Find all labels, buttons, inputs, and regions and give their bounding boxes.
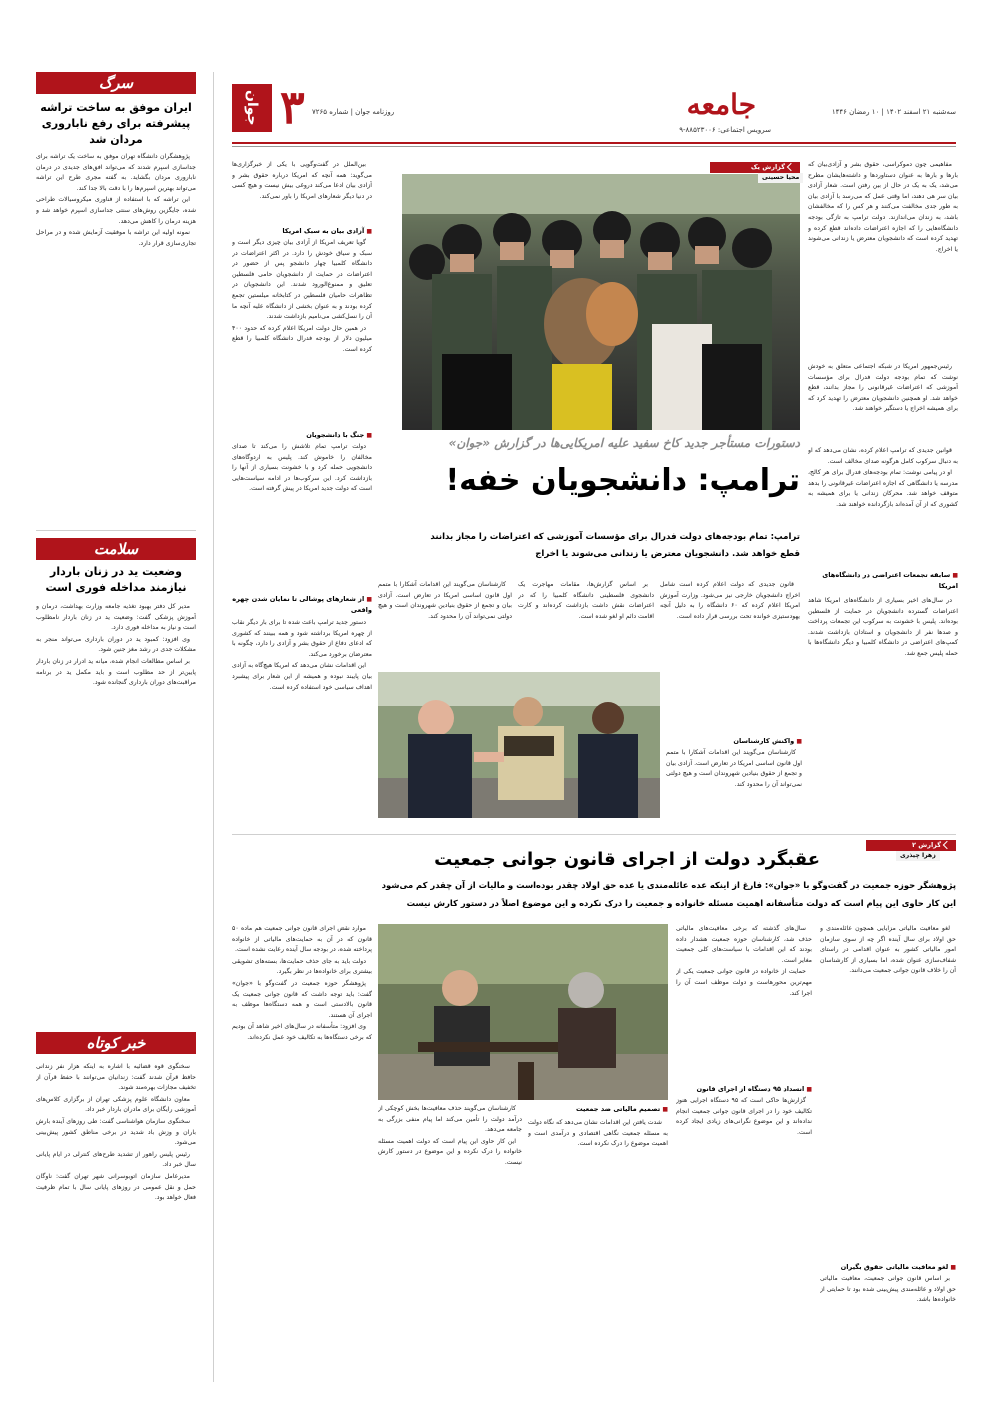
- masthead-rule: [232, 146, 956, 147]
- article-column: کارشناسان می‌گویند این اقدامات آشکارا با متمم اول قانون اساسی امریکا در تعارض است. آزادی بیان و تجمع از حقوق بنیادین شهروندان است و هیچ دولتی نمی‌تواند آن را محدود کند.: [666, 749, 802, 788]
- article-column: گویا تعریف امریکا از آزادی بیان چیزی دیگر است و سبک و سیاق خودش را دارد. در اکثر اعتراضات در دانشگاه کلمبیا چهار دانشجو پس از حضور در اعتراضات در حمایت از دانشجویان حامی فلسطین تعلیق و ممنوع‌الورود شدند. این دانشجویان در تظاهرات حامیان فلسطین در کتابخانه میلستین تجمع کرده بودند و به عنوان بخشی از دانشگاه علیه آنچه ما آن را نسل‌کشی می‌نامیم بازداشت شدند. در همین حال دولت امریکا اعلام کرده که حدود ۴۰۰ میلیون دلار از بودجه فدرال دانشگاه کلمبیا را قطع کرده است.: [232, 239, 372, 353]
- headline: عقبگرد دولت از اجرای قانون جوانی جمعیت: [434, 849, 820, 870]
- article-column: [666, 600, 802, 680]
- subheading: ■ آزادی بیان به سبک امریکا: [232, 226, 372, 237]
- divider: [232, 834, 956, 835]
- article-column: مفاهیمی چون دموکراسی، حقوق بشر و آزادی‌بیان که بارها و بارها به عنوان دستاوردها و داشته‌هایشان مطرح می‌شد، یک به یک در حال از بین رفتن است. شعار آزادی بیان سر هی دهند، اما وقتی عمل که می‌رسد با آزادی بیان به طور جدی مخالفت می‌کنند و هر کس را که مخالفشان باشد، به زندان می‌اندازند. دولت ترامپ به تازگی بودجه دانشگاه‌هایی را که اجازه اعتراضات داده‌اند قطع کرده و تهدید کرده است که دانشجویان معترض یا زندانی می‌شوند یا اخراج.: [808, 161, 958, 253]
- byline: محیا حسینی: [758, 173, 803, 183]
- sidebar-story-body: پژوهشگران دانشگاه تهران موفق به ساخت یک تراشه برای جداسازی اسپرم شدند که می‌تواند افق‌های جدیدی در درمان ناباروری مردان بگشاید. به گفته مجری طرح این تراشه می‌تواند بهترین اسپرم‌ها را با دقت بالا جدا کند. این تراشه که با استفاده از فناوری میکروسیالات طراحی شده، جایگزین روش‌های سنتی جداسازی اسپرم خواهد شد و هزینه درمان را کاهش می‌دهد. نمونه اولیه این تراشه با موفقیت آزمایش شده و در مراحل تجاری‌سازی قرار دارد.: [36, 153, 196, 247]
- article-column: موارد نقض اجرای قانون جوانی جمعیت هم ماده ۵۰ قانون که در آن به حمایت‌های مالیاتی از خانواده پرداخته شده، در بودجه سال آینده رعایت نشده است. دولت باید به جای حذف حمایت‌ها، بسته‌های تشویقی بیشتری برای خانواده‌ها در نظر بگیرد. پژوهشگر حوزه جمعیت در گفت‌وگو با «جوان» گفت: باید توجه داشت که قانون جوانی جمعیت یک قانون بالادستی است و همه دستگاه‌ها موظف به اجرای آن هستند. وی افزود: متأسفانه در سال‌های اخیر شاهد آن بودیم که برخی دستگاه‌ها به تکالیف خود عمل نکرده‌اند.: [232, 925, 372, 1041]
- article-column: رئیس‌جمهور امریکا در شبکه اجتماعی متعلق به خودش نوشت که تمام بودجه دولت فدرال برای مؤسسات آموزشی که اعتراضات غیرقانونی را مجاز بدانند، قطع خواهد شد. او همچنین دانشجویان معترض را تهدید کرد که برای همیشه اخراج یا دستگیر خواهند شد.: [808, 363, 958, 413]
- sidebar-section-title: سلامت: [36, 538, 196, 560]
- sidebar: [36, 72, 196, 1372]
- page-number: ۳: [280, 80, 305, 134]
- article-column: قوانین جدیدی که ترامپ اعلام کرده، نشان می‌دهد که او به دنبال سرکوب کامل هرگونه صدای مخالف است. او در پیامی نوشت: تمام بودجه‌های فدرال برای هر کالج، مدرسه یا دانشگاهی که اجازه اعتراضات غیرقانونی را بدهد متوقف خواهد شد. محرکان زندانی یا برای همیشه به کشوری که از آن آمده‌اند بازگردانده خواهند شد.: [808, 447, 958, 508]
- headline: ترامپ: دانشجویان خفه!: [445, 463, 800, 498]
- sidebar-section-title: خبر کوتاه: [36, 1032, 196, 1054]
- subheading: ■ از شعارهای پوشالی تا نمایان شدن چهره واقعی: [232, 594, 372, 615]
- masthead-rule: [232, 142, 956, 144]
- sidebar-section-title: سرگ: [36, 72, 196, 94]
- newspaper-logo: جوان: [232, 84, 272, 132]
- article-column: لغو معافیت مالیاتی مزایایی همچون عائله‌مندی و حق اولاد برای سال آینده اگر چه از سوی سازمان امور مالیاتی کشور به عنوان اقدامی در راستای شفاف‌سازی عنوان شده، اما بسیاری از کارشناسان آن را خلاف قانون جوانی جمعیت می‌دانند.: [820, 925, 956, 975]
- list-item: رئیس پلیس راهور از تشدید طرح‌های کنترلی در ایام پایانی سال خبر داد.: [36, 1150, 196, 1169]
- article-column: شدت یافتن این اقدامات نشان می‌دهد که نگاه دولت به مسئله جمعیت نگاهی اقتصادی و درآمدی است و اهمیت موضوع را درک نکرده است.: [528, 1119, 668, 1148]
- divider: [213, 72, 214, 1382]
- arrest-scene-photo: [378, 672, 660, 818]
- lead-line: این کار حاوی این پیام است که دولت متأسفانه اهمیت مسئله خانواده و جمعیت را درک نکرده و این موضوع اصلاً در دستور کارش نیست: [406, 898, 956, 908]
- subheading: ■ انسداد ۹۵ دستگاه از اجرای قانون: [676, 1084, 812, 1095]
- section-title: جامعه: [686, 88, 756, 121]
- byline: زهرا چیذری: [896, 851, 940, 861]
- list-item: سخنگوی سازمان هواشناسی گفت: طی روزهای آینده بارش باران و وزش باد شدید در برخی مناطق کشور پیش‌بینی می‌شود.: [36, 1117, 196, 1147]
- sidebar-story-body: مدیر کل دفتر بهبود تغذیه جامعه وزارت بهداشت، درمان و آموزش پزشکی گفت: وضعیت ید در زنان باردار نامطلوب است و نیاز به مداخله فوری دارد. وی افزود: کمبود ید در دوران بارداری می‌تواند منجر به مشکلات جدی در رشد مغز جنین شود. بر اساس مطالعات انجام شده، میانه ید ادرار در زنان باردار پایین‌تر از حد مطلوب است و باید مکمل ید در برنامه مراقبت‌های دوران بارداری گنجانده شود.: [36, 603, 196, 687]
- lead-line: ترامپ: تمام بودجه‌های دولت فدرال برای مؤسسات آموزشی که اعتراضات را مجاز بدانند: [430, 532, 800, 542]
- date-line: سه‌شنبه ۲۱ اسفند ۱۴۰۲ | ۱۰ رمضان ۱۴۴۶: [831, 108, 956, 116]
- article-column: در سال‌های اخیر بسیاری از دانشگاه‌های امریکا شاهد اعتراضات گسترده دانشجویان در حمایت از فلسطین بوده‌اند. پلیس با خشونت به سرکوب این تجمعات پرداخت و صدها نفر از دانشجویان و استادان بازداشت شدند. کمپ‌های اعتراضی در دانشگاه کلمبیا و دیگر دانشگاه‌ها با حمله پلیس جمع شد.: [808, 597, 958, 657]
- list-item: مدیرعامل سازمان اتوبوسرانی شهر تهران گفت: ناوگان حمل و نقل عمومی در روزهای پایانی سال با تمام ظرفیت فعال خواهد بود.: [36, 1172, 196, 1202]
- article-column: قانون جدیدی که دولت اعلام کرده است شامل اخراج دانشجویان خارجی نیز می‌شود. وزارت آموزش امریکا اعلام کرده که ۶۰ دانشگاه را به دلیل آنچه یهودستیزی خوانده تحت بررسی قرار داده است.: [660, 581, 800, 620]
- chevron-icon: [943, 841, 951, 849]
- article-column: دولت ترامپ تمام تلاشش را می‌کند تا صدای مخالفان را خاموش کند. پلیس به اردوگاه‌های دانشجویی حمله کرد و با خشونت بسیاری از آنها را بازداشت کرد. این سرکوب‌ها در ادامه سیاست‌هایی است که دولت جدید امریکا در پیش گرفته است.: [232, 443, 372, 493]
- article-column: گزارش‌ها حاکی است که ۹۵ دستگاه اجرایی هنوز تکالیف خود را در اجرای قانون جوانی جمعیت انجام نداده‌اند و این موضوع نگرانی‌های زیادی ایجاد کرده است.: [676, 1097, 812, 1136]
- story-tag: گزارش ۲: [866, 840, 956, 851]
- elderly-couple-photo: [378, 924, 668, 1100]
- subheading: ■ واکنش کارشناسان: [666, 736, 802, 747]
- article-column: بین‌الملل در گفت‌وگویی با یکی از خبرگزاری‌ها می‌گوید: همه آنچه که امریکا درباره حقوق بشر و آزادی بیان ادعا می‌کند دروغی بیش نیست و هیچ کسی در دنیا دیگر شعارهای امریکا را باور نمی‌کند.: [232, 161, 372, 200]
- park-bench-photo: [378, 924, 668, 1100]
- sidebar-story-title: وضعیت ید در زنان باردار نیازمند مداخله فوری است: [45, 565, 187, 594]
- lead-line: قطع خواهد شد. دانشجویان معترض یا زندانی می‌شوند یا اخراج: [535, 549, 800, 559]
- lead-line: پژوهشگر حوزه جمعیت در گفت‌وگو با «جوان»: فارغ از اینکه عده عائله‌مندی یا عده حق اولاد چقدر بوده‌است و مالیات از آن چقدر کم می‌شود: [381, 880, 956, 890]
- article-column: کارشناسان می‌گویند حذف معافیت‌ها بخش کوچکی از درآمد دولت را تأمین می‌کند اما پیام منفی بزرگی به جامعه می‌دهد. این کار حاوی این پیام است که دولت اهمیت مسئله خانواده را درک نکرده و این موضوع در دستور کارش نیست.: [378, 1105, 522, 1166]
- subheading: ■ سابقه تجمعات اعتراضی در دانشگاه‌های امریکا: [808, 570, 958, 591]
- article-column: سال‌های گذشته که برخی معافیت‌های مالیاتی حذف شد، کارشناسان حوزه جمعیت هشدار داده بودند که این اقدامات با سیاست‌های کلی جمعیت مغایر است. حمایت از خانواده در قانون جوانی جمعیت یکی از مهم‌ترین محورهاست و دولت موظف است آن را اجرا کند.: [676, 925, 812, 997]
- chevron-icon: [787, 163, 795, 171]
- article-column: ■ تصمیم مالیاتی ضد جمعیت: [528, 1104, 668, 1140]
- article-column: کارشناسان می‌گویند این اقدامات آشکارا با متمم اول قانون اساسی امریکا در تعارض است. آزادی بیان و تجمع از حقوق بنیادین شهروندان است و هیچ دولتی نمی‌تواند آن را محدود کند.: [378, 581, 512, 620]
- protest-police-photo: [402, 174, 800, 430]
- paper-issue: روزنامه جوان | شماره ۷۲۶۵: [312, 108, 395, 116]
- kicker: دستورات مستأجر جدید کاخ سفید علیه امریکایی‌ها در گزارش «جوان»: [448, 436, 800, 450]
- subheading: ■ جنگ با دانشجویان: [232, 430, 372, 441]
- arrest-photo: [378, 672, 660, 818]
- article-column: دستور جدید ترامپ باعث شده تا برای بار دیگر نقاب از چهره امریکا برداشته شود و همه ببینند که کشوری که ادعای دفاع از حقوق بشر و آزادی را دارد، چگونه با معترضان برخورد می‌کند. این اقدامات نشان می‌دهد که امریکا هیچ‌گاه به آزادی بیان پایبند نبوده و همیشه از این شعار برای پیشبرد اهداف سیاسی خود استفاده کرده است.: [232, 619, 372, 691]
- service-phone: سرویس اجتماعی: ۸۸۵۲۳۰۰۶-۹: [679, 126, 771, 134]
- short-news-list: [36, 1062, 196, 1362]
- sidebar-story-title: ایران موفق به ساخت تراشه پیشرفته برای رفع ناباروری مردان شد: [40, 101, 192, 146]
- divider: [36, 530, 196, 531]
- article-column: بر اساس قانون جوانی جمعیت، معافیت مالیاتی حق اولاد و عائله‌مندی پیش‌بینی شده بود تا حمایتی از خانواده‌ها باشد.: [820, 1275, 956, 1304]
- article-column: بر اساس گزارش‌ها، مقامات مهاجرت یک دانشجوی فلسطینی دانشگاه کلمبیا را که در اعتراضات نقش داشت بازداشت کرده‌اند و کارت اقامت دائم او لغو شده است.: [518, 581, 654, 620]
- subheading: ■ لغو معافیت مالیاتی حقوق بگیران: [820, 1262, 956, 1273]
- main-photo: [402, 174, 800, 430]
- list-item: سخنگوی قوه قضائیه با اشاره به اینکه هزار نفر زندانی حافظ قرآن شدند گفت: زندانیان می‌توانند با حفظ قرآن از تخفیف مجازات بهره‌مند شوند.: [36, 1063, 196, 1092]
- masthead: [232, 82, 956, 142]
- list-item: معاون دانشگاه علوم پزشکی تهران از برگزاری کلاس‌های آموزشی رایگان برای مادران باردار خبر داد.: [36, 1095, 196, 1114]
- story-tag: گزارش یک: [710, 162, 800, 173]
